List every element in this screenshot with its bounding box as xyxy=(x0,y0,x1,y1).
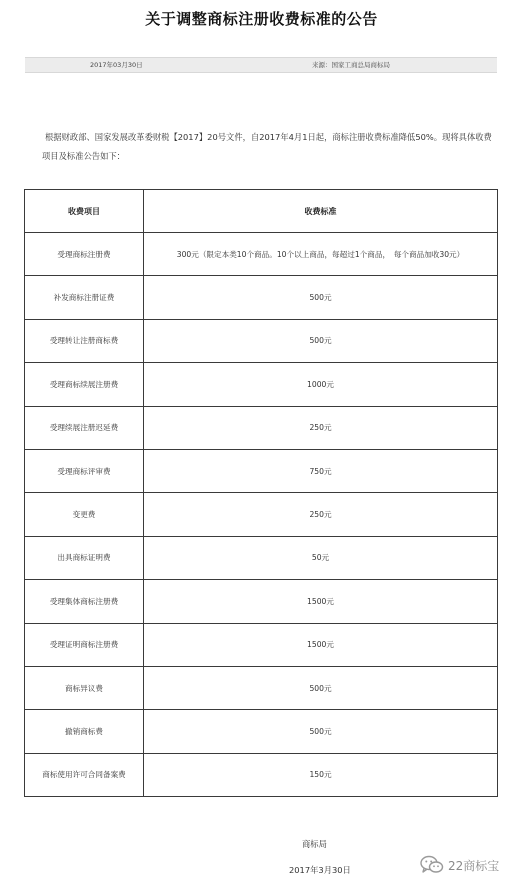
table-row xyxy=(25,363,498,406)
column-header-item: 收费项目 xyxy=(25,190,144,233)
table-row xyxy=(25,276,498,319)
table-header-row xyxy=(25,190,498,233)
fee-standard: 1500元 xyxy=(144,623,498,666)
fee-item: 商标异议费 xyxy=(25,666,144,709)
fee-standard: 500元 xyxy=(144,319,498,362)
table-row xyxy=(25,753,498,796)
fee-item: 受理续展注册迟延费 xyxy=(25,406,144,449)
fee-item: 变更费 xyxy=(25,493,144,536)
meta-bar xyxy=(25,57,497,73)
table-row xyxy=(25,580,498,623)
fee-standard: 300元（限定本类10个商品。10个以上商品，每超过1个商品， 每个商品加收30元） xyxy=(144,233,498,276)
fee-standard: 750元 xyxy=(144,449,498,492)
fee-standard: 500元 xyxy=(144,710,498,753)
fee-item: 出具商标证明费 xyxy=(25,536,144,579)
fee-item: 受理商标注册费 xyxy=(25,233,144,276)
fee-standard: 250元 xyxy=(144,406,498,449)
fee-item: 撤销商标费 xyxy=(25,710,144,753)
table-row xyxy=(25,449,498,492)
table-row xyxy=(25,623,498,666)
fee-item: 受理证明商标注册费 xyxy=(25,623,144,666)
table-row xyxy=(25,536,498,579)
table-row xyxy=(25,666,498,709)
fee-standard: 250元 xyxy=(144,493,498,536)
table-row xyxy=(25,319,498,362)
table-row xyxy=(25,406,498,449)
fee-standard: 150元 xyxy=(144,753,498,796)
table-row xyxy=(25,233,498,276)
publish-date: 2017年03月30日 xyxy=(90,61,143,69)
table-row xyxy=(25,710,498,753)
fee-table xyxy=(24,189,498,797)
fee-standard: 50元 xyxy=(144,536,498,579)
wechat-icon xyxy=(420,855,444,875)
fee-standard: 1500元 xyxy=(144,580,498,623)
fee-item: 受理集体商标注册费 xyxy=(25,580,144,623)
intro-text: 根据财政部、国家发展改革委财税【2017】20号文件，自2017年4月1日起，商标注册收费标准降低50%。现将具体收费项目及标准公告如下： xyxy=(42,132,492,161)
fee-item: 受理商标评审费 xyxy=(25,449,144,492)
page-title: 关于调整商标注册收费标准的公告 xyxy=(145,10,378,28)
signing-organization: 商标局 xyxy=(302,839,327,849)
signing-date: 2017年3月30日 xyxy=(289,865,351,875)
intro-paragraph xyxy=(42,128,497,166)
publish-source: 来源：国家工商总局商标局 xyxy=(312,61,390,69)
fee-item: 商标使用许可合同备案费 xyxy=(25,753,144,796)
watermark xyxy=(420,854,499,876)
table-row xyxy=(25,493,498,536)
fee-item: 受理转让注册商标费 xyxy=(25,319,144,362)
fee-item: 受理商标续展注册费 xyxy=(25,363,144,406)
column-header-standard: 收费标准 xyxy=(144,190,498,233)
watermark-text: 22商标宝 xyxy=(448,858,500,873)
fee-item: 补发商标注册证费 xyxy=(25,276,144,319)
fee-standard: 500元 xyxy=(144,666,498,709)
fee-standard: 500元 xyxy=(144,276,498,319)
fee-standard: 1000元 xyxy=(144,363,498,406)
